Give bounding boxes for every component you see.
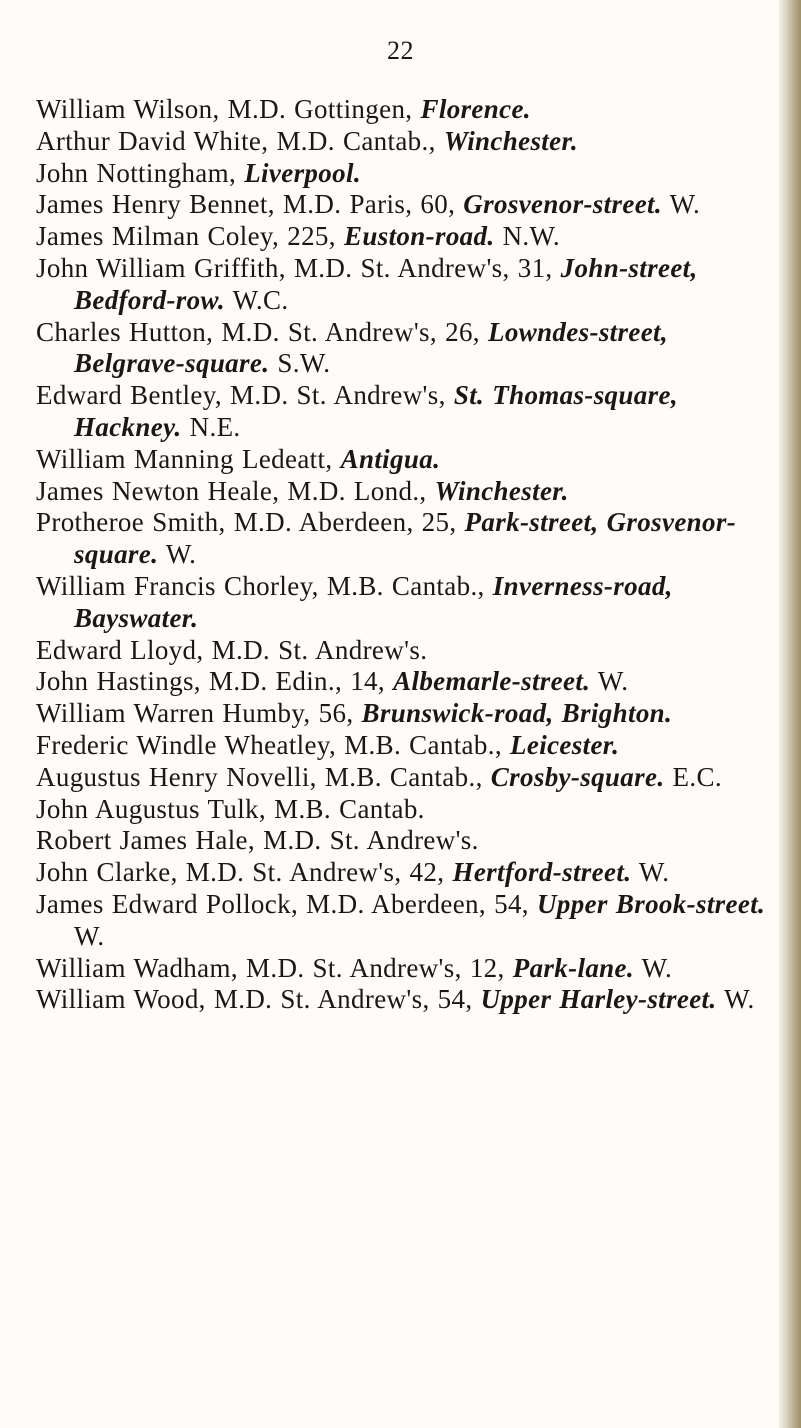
entry-name: Robert James Hale, M.D. St. Andrew's. <box>36 825 479 856</box>
entry-postal-district: W. <box>716 984 755 1015</box>
entry-place: Florence. <box>420 94 531 124</box>
member-list <box>36 94 774 1016</box>
page-number: 22 <box>387 36 414 65</box>
entry-name: Charles Hutton, M.D. St. Andrew's, 26, <box>36 316 489 347</box>
list-item <box>36 730 774 762</box>
entry-place: Leicester. <box>510 729 620 760</box>
entry-postal-district: W. <box>74 920 105 951</box>
list-item <box>36 953 774 985</box>
list-item <box>36 889 774 953</box>
entry-name: Frederic Windle Wheatley, M.B. Cantab., <box>36 729 511 760</box>
entry-name: William Warren Humby, 56, <box>36 698 362 729</box>
entry-place: Antigua. <box>340 443 441 474</box>
entry-place: Hertford-street. <box>452 857 632 888</box>
list-item <box>36 666 774 698</box>
entry-name: William Wood, M.D. St. Andrew's, 54, <box>36 984 481 1015</box>
list-item <box>36 126 774 158</box>
entry-name: John Clarke, M.D. St. Andrew's, 42, <box>36 857 453 888</box>
entry-postal-district: N.E. <box>181 411 241 442</box>
entry-name: Protheroe Smith, M.D. Aberdeen, 25, <box>36 507 465 538</box>
entry-place: Brunswick-road, Brighton. <box>361 698 673 729</box>
list-item <box>36 317 774 381</box>
entry-name: Augustus Henry Novelli, M.B. Cantab., <box>36 761 491 792</box>
list-item <box>36 380 774 444</box>
list-item <box>36 94 774 126</box>
list-item <box>36 984 774 1016</box>
entry-name: Edward Lloyd, M.D. St. Andrew's. <box>36 634 428 665</box>
list-item <box>36 825 774 857</box>
entry-postal-district: W. <box>590 666 629 697</box>
list-item <box>36 444 774 476</box>
entry-place: Park-lane. <box>512 952 634 983</box>
list-item <box>36 635 774 667</box>
list-item <box>36 189 774 221</box>
entry-place: John-street, Bedford-row. <box>74 252 698 315</box>
entry-postal-district: W. <box>631 857 670 888</box>
list-item <box>36 762 774 794</box>
list-item <box>36 253 774 317</box>
entry-place: Inverness-road, Bayswater. <box>74 570 673 633</box>
entry-postal-district: N.W. <box>494 221 560 252</box>
list-item <box>36 698 774 730</box>
entry-postal-district: W. <box>661 189 701 220</box>
entry-name: William Manning Ledeatt, <box>36 443 341 474</box>
entry-name: Arthur David White, M.D. Cantab., <box>36 125 444 156</box>
list-item <box>36 507 774 571</box>
entry-place: Winchester. <box>443 125 578 156</box>
entry-name: James Edward Pollock, M.D. Aberdeen, 54, <box>36 888 538 919</box>
entry-name: William Wadham, M.D. St. Andrew's, 12, <box>36 952 513 983</box>
list-item <box>36 794 774 826</box>
entry-name: James Milman Coley, 225, <box>36 221 344 252</box>
entry-name: John William Griffith, M.D. St. Andrew's, 31, <box>36 252 561 283</box>
entry-name: William Francis Chorley, M.B. Cantab., <box>36 570 493 601</box>
list-item <box>36 476 774 508</box>
entry-place: Park-street, Grosvenor-square. <box>74 507 737 570</box>
entry-name: James Newton Heale, M.D. Lond., <box>36 475 435 506</box>
entry-place: Euston-road. <box>343 221 495 252</box>
entry-name: William Wilson, M.D. Gottingen, <box>36 94 421 124</box>
entry-place: Albemarle-street. <box>393 666 591 697</box>
entry-postal-district: W.C. <box>224 284 289 315</box>
list-item <box>36 857 774 889</box>
list-item <box>36 221 774 253</box>
entry-place: Upper Harley-street. <box>480 984 717 1015</box>
entry-place: Lowndes-street, Belgrave-square. <box>74 316 669 379</box>
list-item <box>36 571 774 635</box>
entry-place: Winchester. <box>434 475 569 506</box>
entry-name: John Hastings, M.D. Edin., 14, <box>36 666 394 697</box>
page-edge-shadow <box>779 0 801 1428</box>
entry-postal-district: W. <box>158 539 197 570</box>
entry-place: Grosvenor-street. <box>463 189 662 220</box>
entry-place: Liverpool. <box>244 157 361 188</box>
entry-name: John Augustus Tulk, M.B. Cantab. <box>36 793 425 824</box>
entry-place: St. Thomas-square, Hackney. <box>74 380 678 442</box>
entry-name: James Henry Bennet, M.D. Paris, 60, <box>36 189 464 220</box>
entry-postal-district: E.C. <box>664 761 722 792</box>
entry-place: Crosby-square. <box>490 761 665 792</box>
list-item <box>36 158 774 190</box>
entry-name: Edward Bentley, M.D. St. Andrew's, <box>36 380 454 411</box>
entry-postal-district: W. <box>633 952 673 983</box>
entry-postal-district: S.W. <box>269 348 331 379</box>
entry-name: John Nottingham, <box>36 157 245 188</box>
entry-place: Upper Brook-street. <box>537 888 766 919</box>
